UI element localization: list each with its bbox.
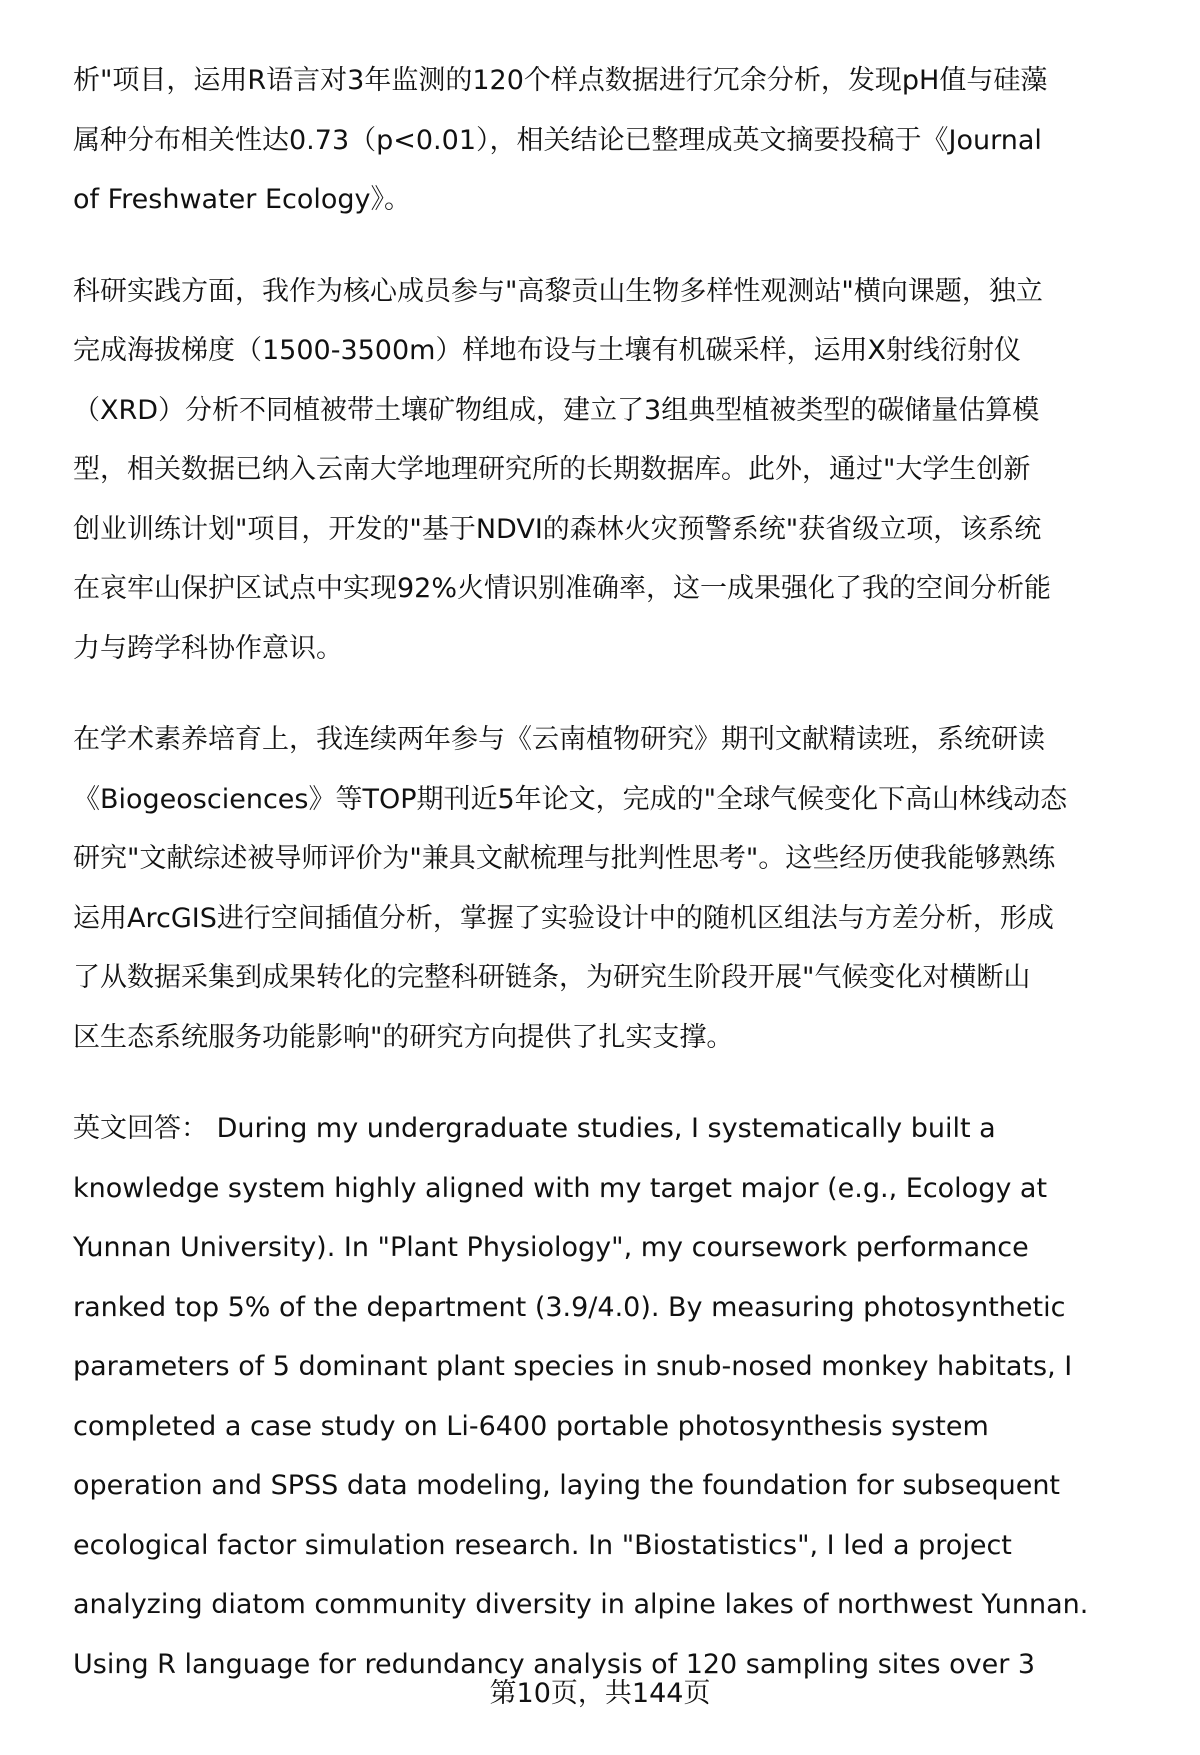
text-line: 创业训练计划"项目，开发的"基于NDVI的森林火灾预警系统"获省级立项，该系统 [73, 513, 1042, 545]
text-line: 在学术素养培育上，我连续两年参与《云南植物研究》期刊文献精读班，系统研读 [73, 724, 1045, 755]
text-line: Yunnan University). In "Plant Physiology", my coursework performance [73, 1232, 1029, 1263]
text-line: 科研实践方面，我作为核心成员参与"高黎贡山生物多样性观测站"横向课题，独立 [73, 275, 1043, 307]
text-line: analyzing diatom community diversity in alpine lakes of northwest Yunnan. [73, 1589, 1089, 1620]
text-line: 英文回答： During my undergraduate studies, I systematically built a [73, 1113, 996, 1144]
text-line: 型，相关数据已纳入云南大学地理研究所的长期数据库。此外，通过"大学生创新 [73, 454, 1031, 485]
text-line: 在哀牢山保护区试点中实现92%火情识别准确率，这一成果强化了我的空间分析能 [73, 573, 1052, 604]
text-line: ecological factor simulation research. In "Biostatistics", I led a project [73, 1529, 1012, 1561]
text-line: 研究"文献综述被导师评价为"兼具文献梳理与批判性思考"。这些经历使我能够熟练 [73, 843, 1056, 874]
page-number-footer: 第10页，共144页 [489, 1678, 711, 1709]
text-line: 《Biogeosciences》等TOP期刊近5年论文，完成的"全球气候变化下高山林线动态 [73, 783, 1068, 815]
text-line: 完成海拔梯度（1500-3500m）样地布设与土壤有机碳采样，运用X射线衍射仪 [73, 335, 1021, 366]
text-line: of Freshwater Ecology》。 [73, 184, 412, 215]
text-line: completed a case study on Li-6400 portable photosynthesis system [73, 1410, 989, 1442]
document-body [73, 51, 1163, 1726]
text-line: 属种分布相关性达0.73（p<0.01），相关结论已整理成英文摘要投稿于《Journal [73, 124, 1042, 156]
paragraph [73, 1099, 1163, 1694]
text-line: 力与跨学科协作意识。 [73, 632, 343, 664]
text-line: operation and SPSS data modeling, laying the foundation for subsequent [73, 1470, 1061, 1501]
paragraph [73, 51, 1163, 230]
text-line: Using R language for redundancy analysis of 120 sampling sites over 3 [73, 1648, 1036, 1680]
text-line: 运用ArcGIS进行空间插值分析，掌握了实验设计中的随机区组法与方差分析，形成 [73, 902, 1054, 934]
text-line: knowledge system highly aligned with my target major (e.g., Ecology at [73, 1172, 1048, 1204]
text-line: （XRD）分析不同植被带土壤矿物组成，建立了3组典型植被类型的碳储量估算模 [73, 394, 1040, 426]
text-line: parameters of 5 dominant plant species in snub-nosed monkey habitats, I [73, 1351, 1073, 1382]
text-line: ranked top 5% of the department (3.9/4.0). By measuring photosynthetic [73, 1291, 1066, 1323]
paragraph [73, 262, 1163, 679]
paragraph [73, 710, 1163, 1067]
text-line: 区生态系统服务功能影响"的研究方向提供了扎实支撑。 [73, 1021, 734, 1053]
text-line: 析"项目，运用R语言对3年监测的120个样点数据进行冗余分析，发现pH值与硅藻 [73, 65, 1048, 96]
text-line: 了从数据采集到成果转化的完整科研链条，为研究生阶段开展"气候变化对横断山 [73, 962, 1031, 993]
